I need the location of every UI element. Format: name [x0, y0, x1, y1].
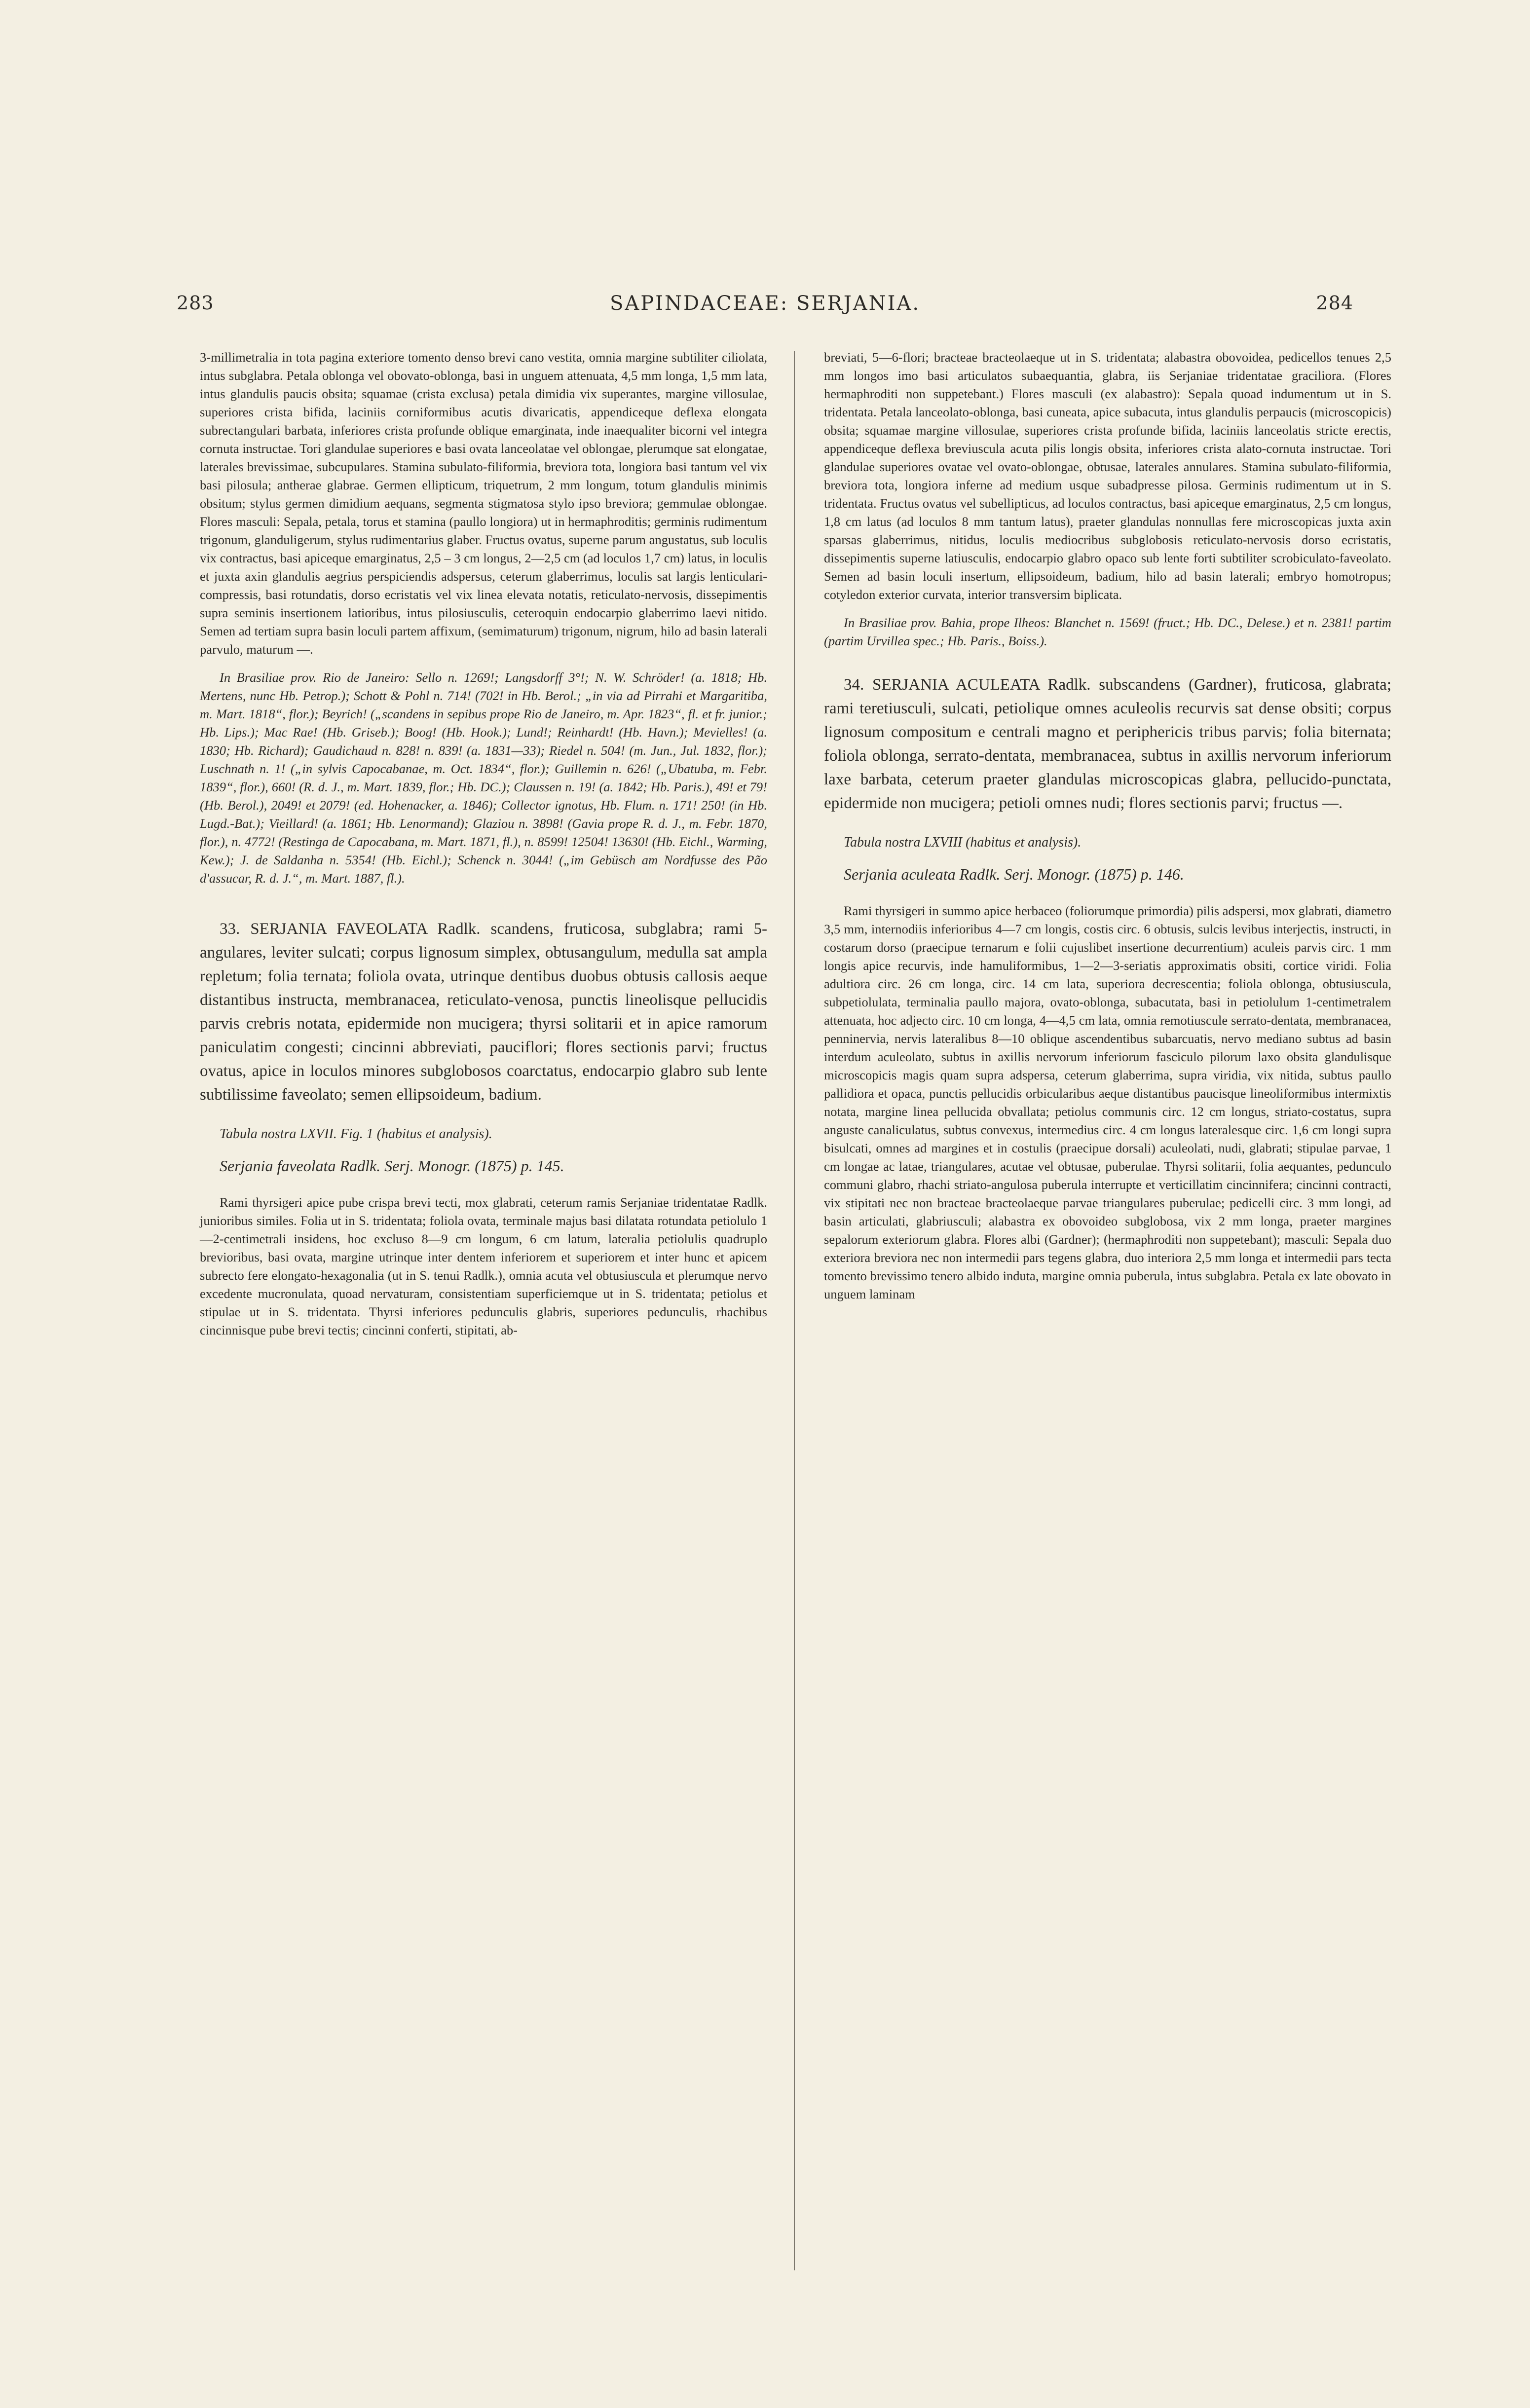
species-33-plate-reference: Tabula nostra LXVII. Fig. 1 (habitus et analysis).: [220, 1126, 492, 1142]
species-32-collections: In Brasiliae prov. Rio de Janeiro: Sello n. 1269!; Langsdorff 3°!; N. W. Schröder! (a. 1818; Hb. Mertens, nunc Hb. Petrop.); Schott & Pohl n. 714! (702! in Hb. Berol.; „in via ad Pirrahi et Margaritiba, m. Mart. 1818“, flor.); Beyrich! („scandens in sepibus prope Rio de Janeiro, m. Apr. 1823“, fl. et fr. junior.; Hb. Lips.); Mac Rae! (Hb. Griseb.); Boog! (Hb. Hook.); Lund!; Reinhardt! (Hb. Havn.); Mevielles! (a. 1830; Hb. Richard); Gaudichaud n. 828! n. 839! (a. 1831—33); Riedel n. 504! (m. Jun., Jul. 1832, flor.); Luschnath n. 1! („in sylvis Capocabanae, m. Oct. 1834“, flor.); Guillemin n. 626! („Ubatuba, m. Febr. 1839“, flor.), 660! (R. d. J., m. Mart. 1839, flor.; Hb. DC.); Claussen n. 19! (a. 1842; Hb. Paris.), 49! et 79! (Hb. Berol.), 2049! et 2079! (ed. Hohenacker, a. 1846); Collector ignotus, Hb. Flum. n. 171! 250! (in Hb. Lugd.-Bat.); Vieillard! (a. 1861; Hb. Lenormand); Glaziou n. 3898! (Gavia prope R. d. J., m. Febr. 1870, flor.), n. 4772! (Restinga de Capocabana, m. Mart. 1871, fl.), n. 8599! 12504! 13630! (Hb. Eichl., Warming, Kew.); J. de Saldanha n. 5354! (Hb. Eichl.); Schenck n. 3044! („im Gebüsch am Nordfusse des Pão d'assucar, R. d. J.“, m. Mart. 1887, fl.).: [200, 670, 767, 886]
running-title: SAPINDACEAE: SERJANIA.: [609, 292, 921, 315]
right-page-number: 284: [1316, 292, 1353, 314]
left-page-number: 283: [177, 292, 214, 314]
species-33-diagnosis: 33. SERJANIA FAVEOLATA Radlk. scandens, fruticosa, subglabra; rami 5-angulares, leviter sulcati; corpus lignosum simplex, obtusangulum, medulla sat ampla repletum; folia ternata; foliola ovata, utrinque dentibus duobus obtusis callosis aeque distantibus instructa, membranacea, reticulato-venosa, punctis lineolisque pellucidis parvis crebris notata, epidermide non mucigera; thyrsi solitarii et in apice ramorum paniculatim congesti; cincinni abbreviati, pauciflori; flores sectionis parvi; fructus ovatus, apice in loculos minores subglobosos coarctatus, endocarpio glabro sub lente subtilissime faveolato; semen ellipsoideum, badium.: [200, 920, 767, 1104]
species-32-description-continued: 3-millimetralia in tota pagina exteriore tomento denso brevi cano vestita, omnia margine subtiliter ciliolata, intus subglabra. Petala oblonga vel obovato-oblonga, basi in unguem attenuata, 4,5 mm longa, 1,5 mm lata, intus glandulis paucis obsita; squamae (crista exclusa) petala dimidia vix superantes, margine villosulae, superiores crista bifida, laciniis corniformibus acutis divaricatis, appendiceque deflexa elongata subrectangulari barbata, inferiores crista profunde oblique emarginata, inde inaequaliter bicorni vel integra cornuta instructae. Tori glandulae superiores e basi ovata lanceolatae vel oblongae, plerumque sat elongatae, laterales brevissimae, subcupulares. Stamina subulato-filiformia, breviora tota, longiora basi tantum vel vix basi pilosula; antherae glabrae. Germen ellipticum, triquetrum, 2 mm longum, totum glandulis minimis obsitum; stylus germen dimidium aequans, segmenta stigmatosa stylo ipso breviora; gemmulae oblongae. Flores masculi: Sepala, petala, torus et stamina (paullo longiora) ut in hermaphroditis; germinis rudimentum trigonum, glanduligerum, stylus rudimentarius glaber. Fructus ovatus, superne parum angustatus, sub loculis vix contractus, basi apiceque emarginatus, 2,5 – 3 cm longus, 2—2,5 cm (ad loculos 1,7 cm) latus, in loculis et juxta axin glandulis aegrius perspiciendis adspersus, ceterum glaberrimus, loculis sat largis lenticulari-compressis, basi rotundatis, dorso ecristatis vel vix linea elevata notatis, reticulato-nervosis, dissepimentis supra seminis insertionem latioribus, intus pilosiusculis, ceteroquin endocarpio glaberrimo laevi nitido. Semen ad tertiam supra basin loculi partem affixum, (semimaturum) trigonum, nigrum, hilo ad basin laterali parvulo, maturum —.: [200, 350, 767, 657]
left-column: [200, 348, 767, 1349]
right-column: [824, 348, 1391, 1313]
page-header: [177, 292, 1353, 322]
species-33-description: Rami thyrsigeri apice pube crispa brevi tecti, mox glabrati, ceterum ramis Serjaniae tridentatae Radlk. junioribus similes. Folia ut in S. tridentata; foliola ovata, terminale majus basi dilatata rotundata petiolulo 1—2-centimetrali insidens, hoc excluso 8—9 cm longum, 6 cm latum, lateralia petiolulis quadruplo brevioribus, basi ovata, margine utrinque inter dentem inferiorem et superiorem et inter hunc et apicem subrecto fere elongato-hexagonalia (ut in S. tenui Radlk.), omnia acuta vel obtusiuscula et plerumque nervo excedente mucronulata, quoad nervaturam, consistentiam superficiemque ut in S. tridentata; petiolus et stipulae ut in S. tridentata. Thyrsi inferiores pedunculis glabris, superiores pedunculis, rhachibus cincinnisque pube brevi tectis; cincinni conferti, stipitati, ab-: [200, 1195, 767, 1337]
species-34-description: Rami thyrsigeri in summo apice herbaceo (foliorumque primordia) pilis adspersi, mox glabrati, diametro 3,5 mm, internodiis inferioribus 4—7 cm longis, costis circ. 6 obtusis, sulcis levibus interjectis, instructi, in costarum dorso (praecipue ternarum e folii cujuslibet insertione decurrentium) aculeis parvis circ. 1 mm longis apice recurvis, inde hamuliformibus, 1—2—3-seriatis approximatis obsiti, cortice viridi. Folia adultiora circ. 26 cm longa, circ. 14 cm lata, superiora decrescentia; foliola oblonga, obtusiuscula, subpetiolulata, terminalia paullo majora, ovato-oblonga, subacutata, basi in petiolulum 1-centimetralem attenuata, hoc adjecto circ. 10 cm longa, 4—4,5 cm lata, omnia remotiuscule serrato-dentata, membranacea, penninervia, nervis lateralibus 8—10 oblique ascendentibus subarcuatis, nervo mediano subtus ad basin interdum aculeolato, subtus in axillis nervorum inferiorum fasciculo pilorum laxo obsita glandulisque microscopicis magis quam supra adspersa, ceterum glaberrima, supra viridia, vix nitida, subtus paullo pallidiora et opaca, punctis pellucidis orbicularibus aeque distantibus paucisque lineoliformibus intermixtis notata, margine linea pellucida obvallata; petiolus communis circ. 12 cm longus, striato-costatus, supra anguste canaliculatus, subtus convexus, intermedius circ. 4 cm longus lateralesque circ. 1,6 cm longi supra bisulcati, omnes ad margines et in costulis (praecipue dorsali) aculeolati, nudi, glabrati; stipulae parvae, 1 cm longae ac latae, triangulares, acutae vel obtusae, puberulae. Thyrsi solitarii, folia aequantes, pedunculo communi glabro, rhachi striato-angulosa puberula interrupte et verticillatim cincinnifera; cincinni contracti, vix stipitati nec non bracteae bracteolaeque parvae triangulares puberulae; pedicelli circ. 3 mm longi, ad basin articulati, glabriusculi; alabastra ex obovoideo subglobosa, vix 2 mm longa, praeter margines sepalorum exteriorum glabra. Flores albi (Gardner); (hermaphroditi non suppetebant); masculi: Sepala duo exteriora breviora nec non intermedii pars tegens glabra, duo interiora 2,5 mm longa et intermedii pars tecta tomento brevissimo tenero albido induta, margine omnia puberula, intus subglabra. Petala ex late obovato in unguem laminam: [824, 903, 1391, 1301]
species-33-collections: In Brasiliae prov. Bahia, prope Ilheos: Blanchet n. 1569! (fruct.; Hb. DC., Delese.) et n. 2381! partim (partim Urvillea spec.; Hb. Paris., Boiss.).: [824, 615, 1391, 648]
column-divider: [794, 351, 795, 2270]
species-33-literature-reference: Serjania faveolata Radlk. Serj. Monogr. (1875) p. 145.: [220, 1157, 564, 1175]
species-34-literature-reference: Serjania aculeata Radlk. Serj. Monogr. (1875) p. 146.: [844, 865, 1184, 883]
spacer: [200, 897, 767, 917]
spacer: [824, 660, 1391, 673]
species-34-diagnosis: 34. SERJANIA ACULEATA Radlk. subscandens (Gardner), fruticosa, glabrata; rami teretiusculi, sulcati, petiolique omnes aculeolis recurvis sat dense obsiti; corpus lignosum compositum e centrali magno et periphericis tribus parvis; folia biternata; foliola oblonga, serrato-dentata, membranacea, subtus in axillis nervorum inferiorum laxe barbata, ceterum praeter glandulas microscopicas glabra, pellucido-punctata, epidermide non mucigera; petioli omnes nudi; flores sectionis parvi; fructus —.: [824, 676, 1391, 812]
species-34-plate-reference: Tabula nostra LXVIII (habitus et analysis).: [844, 835, 1082, 850]
species-33-description-continued: breviati, 5—6-flori; bracteae bracteolaeque ut in S. tridentata; alabastra obovoidea, pedicellos tenues 2,5 mm longos imo basi articulatos subaequantia, glabra, iis Serjaniae tridentatae graciliora. (Flores hermaphroditi non suppetebant.) Flores masculi (ex alabastro): Sepala quoad indumentum ut in S. tridentata. Petala lanceolato-oblonga, basi cuneata, apice subacuta, intus glandulis perpaucis (microscopicis) obsita; squamae margine villosulae, superiores crista profunde bifida, laciniis lanceolatis stricte erectis, appendiceque deflexa breviuscula acuta pilis longis obsita, inferiores crista alato-cornuta instructae. Tori glandulae superiores ovatae vel ovato-oblongae, obtusae, laterales annulares. Stamina subulato-filiformia, breviora tota, longiora inferne ad medium usque subadpresse pilosa. Germinis rudimentum ut in S. tridentata. Fructus ovatus vel subellipticus, ad loculos contractus, basi apiceque emarginatus, 2,5 cm longus, 1,8 cm latus (ad loculos 8 mm tantum latus), praeter glandulas nonnullas fere microscopicas juxta axin sparsas glaberrimus, nitidus, loculis mediocribus subglobosis reticulato-nervosis dorso ecristatis, dissepimentis superne latiusculis, endocarpio glabro opaco sub lente forti subtiliter scrobiculato-faveolato. Semen ad basin loculi insertum, ellipsoideum, badium, hilo ad basin laterali; embryo homotropus; cotyledon exterior curvata, interior transversim biplicata.: [824, 350, 1391, 602]
